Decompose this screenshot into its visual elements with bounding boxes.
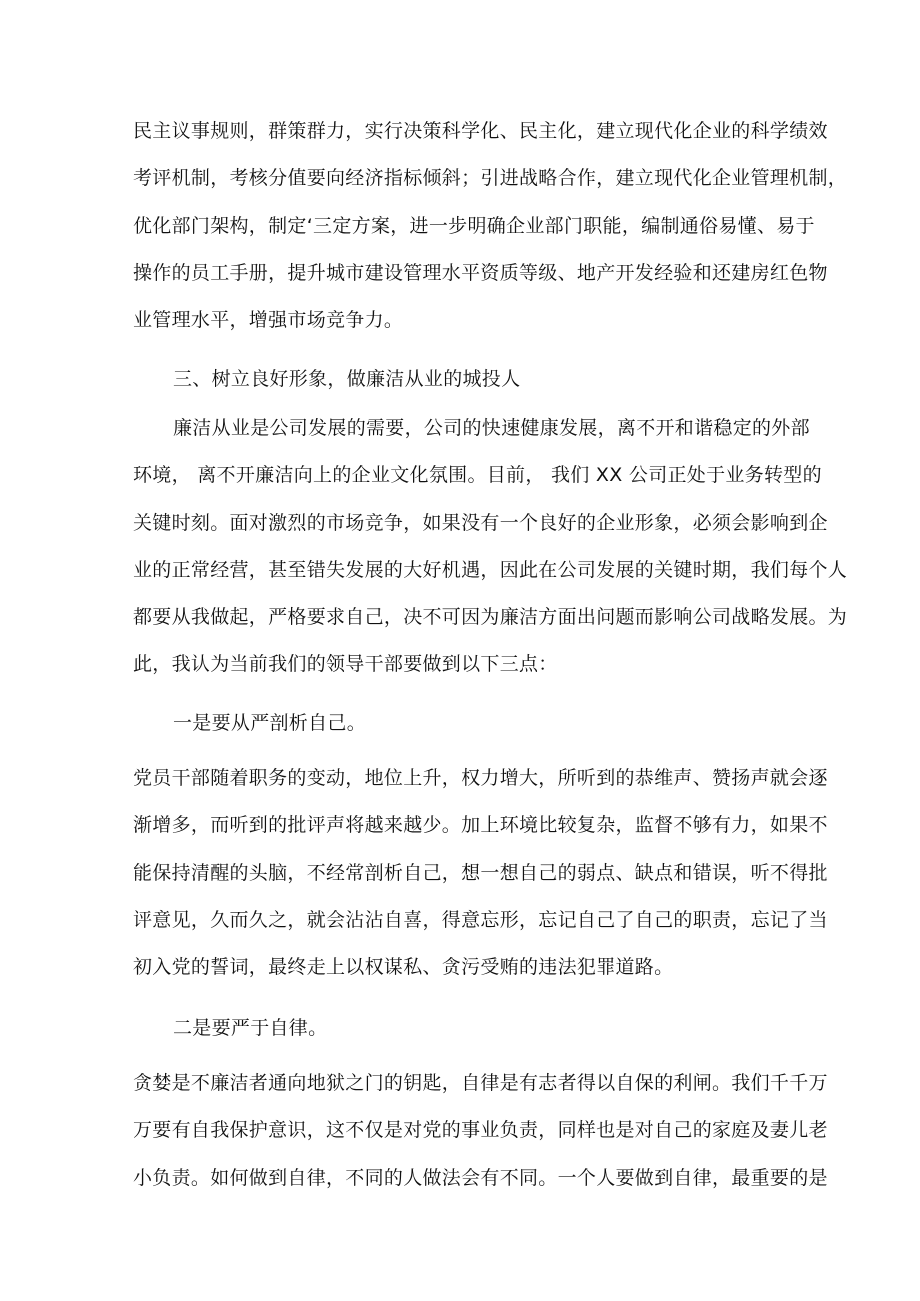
paragraph-p2 (133, 405, 848, 689)
text-line-wrap (133, 1005, 795, 1052)
text-line: 都要从我做起，严格要求自己，决不可因为廉洁方面出问题而影响公司战略发展。为 (133, 606, 848, 629)
text-line: 业的正常经营，甚至错失发展的大好机遇，因此在公司发展的关键时期，我们每个人 (133, 558, 848, 581)
text-line: 评意见，久而久之，就会沾沾自喜，得意忘形，忘记自己了自己的职责，忘记了当 (133, 908, 828, 931)
paragraph-p3 (133, 755, 828, 991)
text-line: 关键时刻。面对激烈的市场竞争，如果没有一个良好的企业形象，必须会影响到企 (133, 511, 828, 534)
text-line: 贪婪是不廉洁者通向地狱之门的钥匙，自律是有志者得以自保的利闸。我们千千万 (133, 1072, 828, 1094)
text-line: 渐增多，而听到的批评声将越来越少。加上环境比较复杂，监督不够有力，如果不 (133, 814, 828, 837)
text-line-wrap (133, 405, 810, 452)
text-line: 此，我认为当前我们的领导干部要做到以下三点： (133, 653, 558, 676)
section-heading-3 (133, 356, 795, 403)
text-line: 廉洁从业是公司发展的需要，公司的快速健康发展，离不开和谐稳定的外部 (173, 417, 810, 439)
text-line-wrap (133, 356, 795, 403)
subheading-text: 二是要严于自律。 (173, 1017, 328, 1039)
text-line: 初入党的誓词，最终走上以权谋私、贪污受贿的违法犯罪道路。 (133, 956, 674, 979)
heading-text: 三、树立良好形象，做廉洁从业的城投人 (173, 368, 521, 390)
text-line: 党员干部随着职务的变动，地位上升，权力增大，所听到的恭维声、赞扬声就会逐 (133, 767, 828, 789)
text-line: 民主议事规则，群策群力，实行决策科学化、民主化，建立现代化企业的科学绩效 (133, 120, 828, 142)
subheading-2 (133, 1005, 795, 1052)
subheading-1 (133, 700, 795, 747)
text-line-wrap (133, 700, 795, 747)
text-line: 考评机制，考核分值要向经济指标倾斜；引进战略合作，建立现代化企业管理机制， (133, 167, 848, 190)
subheading-text: 一是要从严剖析自己。 (173, 712, 367, 734)
text-line: 操作的员工手册，提升城市建设管理水平资质等级、地产开发经验和还建房红色物 (133, 261, 828, 284)
paragraph-p1 (133, 108, 848, 344)
text-line: 万要有自我保护意识，这不仅是对党的事业负责，同样也是对自己的家庭及妻儿老 (133, 1119, 828, 1142)
text-line: 小负责。如何做到自律，不同的人做法会有不同。一个人要做到自律，最重要的是 (133, 1166, 828, 1189)
text-line: 业管理水平，增强市场竞争力。 (133, 309, 404, 332)
paragraph-p4 (133, 1060, 828, 1202)
text-line: 能保持清醒的头脑，不经常剖析自己，想一想自己的弱点、缺点和错误，听不得批 (133, 861, 828, 884)
text-line: 优化部门架构，制定‘三定方案，进一步明确企业部门职能，编制通俗易懂、易于 (133, 214, 815, 237)
text-line: 环境， 离不开廉洁向上的企业文化氛围。目前， 我们 XX 公司正处于业务转型的 (133, 464, 822, 487)
